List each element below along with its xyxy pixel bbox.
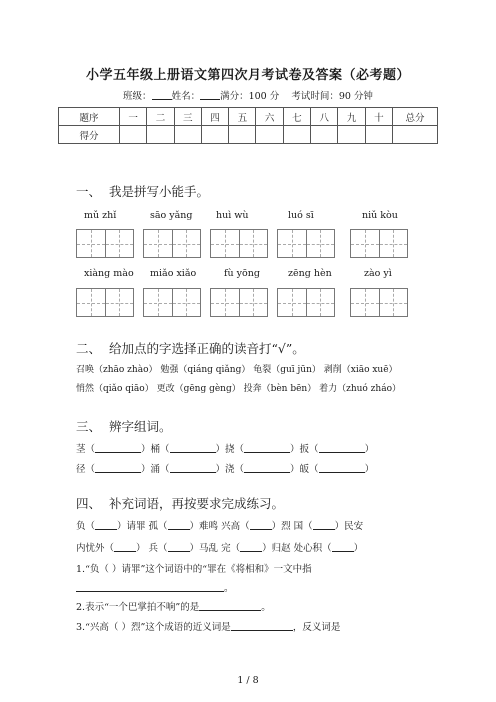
answer-blank[interactable] <box>95 519 117 530</box>
word-text: ）桶（ <box>141 444 170 455</box>
score-cell: 八 <box>311 108 338 126</box>
answer-blank[interactable] <box>170 442 216 453</box>
question-text: ，反义词是 <box>292 622 341 633</box>
answer-blank[interactable] <box>199 600 261 611</box>
writing-grid[interactable] <box>350 229 408 258</box>
question-3 <box>76 619 340 633</box>
pinyin-label: niǔ kòu <box>362 210 398 221</box>
section-number: 一、 <box>76 184 102 199</box>
section-title: 给加点的字选择正确的读音打“√”。 <box>108 341 305 356</box>
punctuation: 。 <box>224 583 234 594</box>
word-line-2 <box>76 461 374 475</box>
answer-blank[interactable] <box>244 462 290 473</box>
question-text: 3.“兴高（ ）烈”这个成语的近义词是 <box>76 622 231 633</box>
answer-blank[interactable] <box>168 519 190 530</box>
score-cell: 七 <box>283 108 310 126</box>
section-1-heading <box>76 182 209 200</box>
score-input-cell[interactable] <box>201 126 228 144</box>
idiom-text: 内忧外（ <box>76 543 115 554</box>
answer-blank[interactable] <box>168 541 190 552</box>
score-cell: 五 <box>229 108 256 126</box>
score-cell: 四 <box>201 108 228 126</box>
word-text: ）涌（ <box>141 464 170 475</box>
answer-blank[interactable] <box>114 541 136 552</box>
word-text: ）皈（ <box>290 464 319 475</box>
punctuation: 。 <box>261 602 271 613</box>
writing-grid[interactable] <box>277 229 335 258</box>
section-number: 四、 <box>76 496 102 511</box>
question-1-answer-line <box>76 580 234 594</box>
score-input-cell[interactable] <box>338 126 365 144</box>
pinyin-label: xiàng mào <box>84 268 134 279</box>
score-input-cell[interactable] <box>120 126 147 144</box>
idiom-text: ）民安 <box>334 521 364 532</box>
answer-blank[interactable] <box>250 519 272 530</box>
score-cell: 总分 <box>393 108 438 126</box>
score-cell: 六 <box>256 108 283 126</box>
word-text: 茎（ <box>76 444 96 455</box>
section-3-heading <box>76 417 171 435</box>
name-blank <box>200 89 220 100</box>
writing-grid[interactable] <box>350 288 408 317</box>
idiom-text: ）请罪 孤（ <box>117 521 168 532</box>
score-header-row <box>59 108 438 126</box>
score-cell: 二 <box>147 108 174 126</box>
writing-grid[interactable] <box>143 229 201 258</box>
score-cell: 十 <box>365 108 392 126</box>
pinyin-label: miǎo xiǎo <box>150 268 197 279</box>
pinyin-label: huì wù <box>216 210 249 221</box>
score-input-cell[interactable] <box>365 126 392 144</box>
question-1: 1.“负（ ）请罪”这个词语中的“罪在《将相和》一文中指 <box>76 564 312 575</box>
pinyin-label: fù yōng <box>224 268 260 279</box>
idiom-text: 负（ <box>76 521 96 532</box>
pinyin-label: zēng hèn <box>288 268 332 279</box>
answer-blank[interactable] <box>95 442 141 453</box>
page-title: 小学五年级上册语文第四次月考试卷及答案（必考题） <box>85 68 410 83</box>
writing-grid[interactable] <box>210 229 268 258</box>
score-value-row <box>59 126 438 144</box>
reading-line-2: 悄然（qiǎo qiāo） 更改（gēng gèng） 投奔（bèn bēn） 着力（zhuó zháo） <box>76 384 402 394</box>
answer-blank[interactable] <box>95 462 141 473</box>
answer-blank[interactable] <box>319 442 365 453</box>
score-input-cell[interactable] <box>283 126 310 144</box>
answer-blank[interactable] <box>319 462 365 473</box>
writing-grid[interactable] <box>277 288 335 317</box>
writing-grid[interactable] <box>143 288 201 317</box>
page-number: 1 / 8 <box>237 675 259 686</box>
score-input-cell[interactable] <box>393 126 438 144</box>
answer-blank[interactable] <box>313 519 335 530</box>
section-2-heading <box>76 339 305 357</box>
idiom-text: ）马乱 完（ <box>189 543 241 554</box>
score-cell: 题序 <box>59 108 120 126</box>
word-text: ） <box>364 444 375 455</box>
answer-blank[interactable] <box>76 581 224 592</box>
idiom-text: ） <box>353 543 364 554</box>
question-2 <box>76 599 271 613</box>
word-text: ）挠（ <box>215 444 245 455</box>
writing-grid[interactable] <box>76 229 134 258</box>
question-text: 2.表示“一个巴掌拍不响”的是 <box>76 602 200 613</box>
answer-blank[interactable] <box>244 442 290 453</box>
section-title: 我是拼写小能手。 <box>108 184 209 199</box>
word-text: ）扳（ <box>290 444 319 455</box>
writing-grid[interactable] <box>76 288 134 317</box>
score-input-cell[interactable] <box>256 126 283 144</box>
answer-blank[interactable] <box>332 541 354 552</box>
answer-blank[interactable] <box>240 541 262 552</box>
class-label: 班级： <box>123 91 152 102</box>
word-line-1 <box>76 441 374 455</box>
reading-line-1: 召唤（zhāo zhào） 勉强（qiáng qiǎng） 龟裂（guī jūn） 剥削（xiāo xuē） <box>76 365 398 375</box>
score-input-cell[interactable] <box>174 126 201 144</box>
section-number: 三、 <box>76 419 102 434</box>
pinyin-label: zào yì <box>364 268 392 279</box>
writing-grid[interactable] <box>210 288 268 317</box>
section-title: 补充词语，再按要求完成练习。 <box>108 496 284 511</box>
pinyin-label: luó sī <box>288 210 314 221</box>
word-text: ） <box>364 464 375 475</box>
class-blank <box>152 89 172 100</box>
word-text: ）浇（ <box>215 464 245 475</box>
idiom-line-2 <box>76 540 363 554</box>
section-4-heading <box>76 494 284 512</box>
exam-time: 考试时间：90 分钟 <box>291 91 373 102</box>
idiom-text: ）难鸣 兴高（ <box>189 521 250 532</box>
section-title: 辨字组词。 <box>108 419 172 434</box>
name-label: 姓名： <box>171 91 201 102</box>
score-cell: 一 <box>120 108 147 126</box>
section-number: 二、 <box>76 341 102 356</box>
score-table <box>58 107 438 144</box>
score-input-cell[interactable] <box>311 126 338 144</box>
score-input-cell[interactable] <box>229 126 256 144</box>
score-input-cell[interactable] <box>147 126 174 144</box>
pinyin-label: sāo yǎng <box>150 210 193 221</box>
answer-blank[interactable] <box>170 462 216 473</box>
score-row-label: 得分 <box>59 126 120 144</box>
answer-blank[interactable] <box>231 620 293 631</box>
idiom-text: ） 兵（ <box>136 543 168 554</box>
idiom-text: ）归赵 处心积（ <box>262 543 332 554</box>
idiom-text: ）烈 国（ <box>271 521 313 532</box>
pinyin-label: mǔ zhǐ <box>84 210 117 221</box>
exam-info <box>0 88 496 102</box>
full-score: 满分：100 分 <box>220 91 280 102</box>
idiom-line-1 <box>76 518 363 532</box>
word-text: 径（ <box>76 464 96 475</box>
score-cell: 九 <box>338 108 365 126</box>
score-cell: 三 <box>174 108 201 126</box>
